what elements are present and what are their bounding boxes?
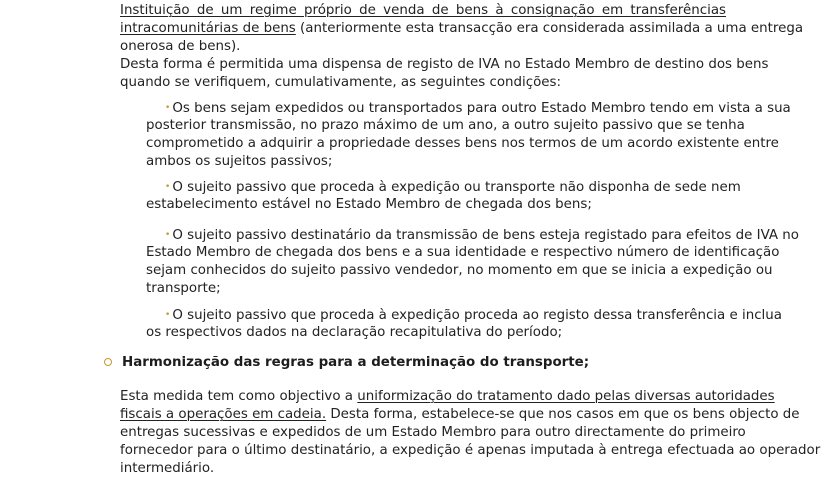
bullet4-line1: • O sujeito passivo que proceda à expedição proceda ao registo dessa transferência e inclua — [165, 308, 782, 323]
bullet2-line2: estabelecimento estável no Estado Membro de chegada dos bens; — [146, 197, 592, 212]
para1-line1-text: Instituição de um regime próprio de venda de bens à consignação em transferências — [120, 3, 726, 18]
section-heading: Harmonização das regras para a determinação do transporte; — [122, 355, 590, 370]
bullet3-line4: transporte; — [146, 281, 221, 296]
bullet-icon: • — [165, 103, 171, 113]
bullet1-line1: • Os bens sejam expedidos ou transportados para outro Estado Membro tendo em vista a sua — [165, 101, 791, 116]
para3-line2: fiscais a operações em cadeia. Desta forma, estabelece-se que nos casos em que os bens objecto de — [120, 407, 800, 422]
para3-underlined-phrase: uniformização do tratamento dado pelas diversas autoridades — [357, 389, 775, 404]
bullet1-line4: ambos os sujeitos passivos; — [146, 154, 333, 169]
para3-line1: Esta medida tem como objectivo a uniformização do tratamento dado pelas diversas autoridades — [120, 389, 775, 404]
para2-line1: Desta forma é permitida uma dispensa de registo de IVA no Estado Membro de destino dos bens — [120, 57, 769, 72]
bullet2-line1: • O sujeito passivo que proceda à expedição ou transporte não disponha de sede nem — [165, 180, 741, 195]
bullet1-line2: posterior transmissão, no prazo máximo de um ano, a outro sujeito passivo que se tenha — [146, 118, 745, 133]
para1-line2-rest: (anteriormente esta transacção era considerada assimilada a uma entrega — [295, 21, 804, 36]
bullet3-line3: sejam conhecidos do sujeito passivo vendedor, no momento em que se inicia a expedição ou — [146, 263, 773, 278]
para1-underlined-term: intracomunitárias de bens — [120, 21, 296, 36]
section-circle-icon — [104, 358, 112, 366]
para1-line2 — [120, 20, 803, 38]
para1-line1 — [120, 2, 726, 20]
bullet1-line3: comprometido a adquirir a propriedade desses bens nos termos de um acordo existente entre — [146, 136, 779, 151]
bullet3-line1: • O sujeito passivo destinatário da transmissão de bens esteja registado para efeitos de IVA no — [165, 228, 799, 243]
para3-underlined-phrase-cont: fiscais a operações em cadeia. — [120, 407, 327, 422]
para2-line2: quando se verifiquem, cumulativamente, as seguintes condições: — [120, 75, 561, 90]
bullet-icon: • — [165, 230, 171, 240]
bullet-icon: • — [165, 182, 171, 192]
para1-line3: onerosa de bens). — [120, 39, 241, 54]
bullet3-line2: Estado Membro de chegada dos bens e a sua identidade e respectivo número de identificação — [146, 245, 780, 260]
para3-line3: entregas sucessivas e expedidos de um Estado Membro para outro directamente do primeiro — [120, 425, 746, 440]
para3-line4: fornecedor para o último destinatário, a expedição é apenas imputada à entrega efectuada ao operador — [120, 443, 821, 458]
bullet-icon: • — [165, 310, 171, 320]
bullet4-line2: os respectivos dados na declaração recapitulativa do período; — [146, 325, 563, 340]
para3-line5: intermediário. — [120, 461, 215, 476]
